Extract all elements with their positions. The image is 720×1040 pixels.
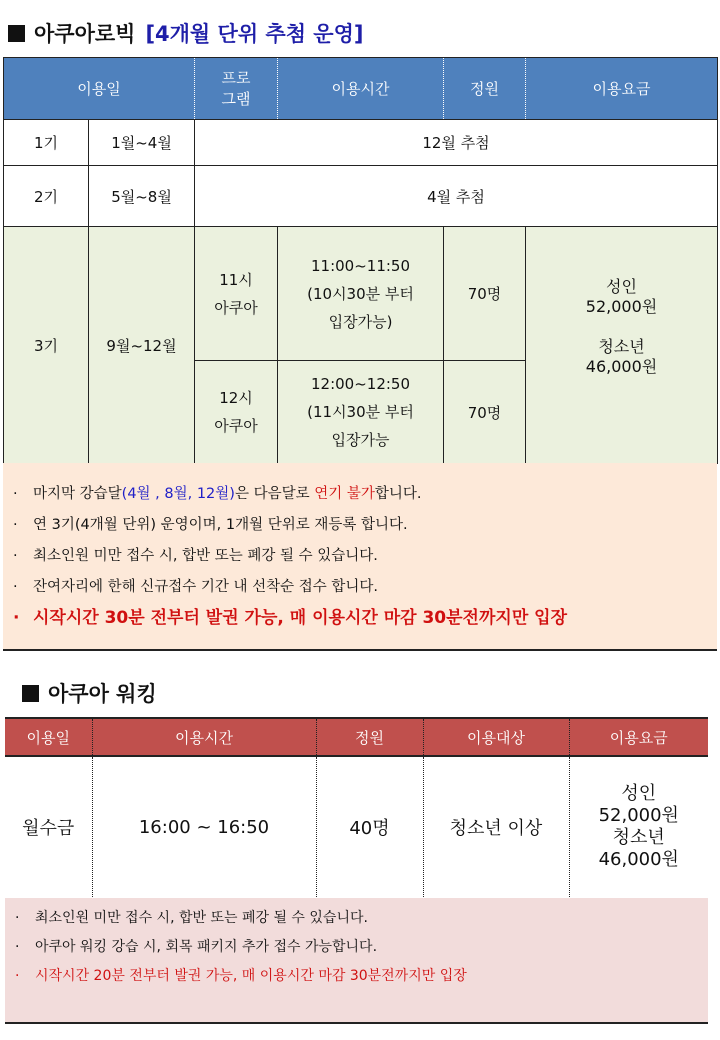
table-row xyxy=(4,120,718,166)
header-time: 이용시간 xyxy=(92,718,316,756)
note-text: 시작시간 20분 전부터 발권 가능, 매 이용시간 마감 30분전까지만 입장 xyxy=(35,968,467,984)
note-item xyxy=(13,541,717,572)
note-item-emphasis xyxy=(13,603,717,634)
time-range: 12:00~12:50 xyxy=(311,375,411,393)
time-entry-note: 입장가능) xyxy=(328,312,393,331)
section-title-highlight: [4개월 단위 추첨 운영] xyxy=(145,22,364,46)
note-text: 최소인원 미만 접수 시, 합반 또는 폐강 될 수 있습니다. xyxy=(33,548,378,564)
lottery-note-cell: 12월 추첨 xyxy=(195,120,718,166)
note-text: 은 다음달로 xyxy=(234,486,315,502)
bullet-icon: · xyxy=(13,608,20,628)
fee-adult-label: 성인 xyxy=(621,783,657,805)
fee-cell xyxy=(569,756,708,898)
time-range: 11:00~11:50 xyxy=(311,256,411,275)
fee-adult-price: 52,000원 xyxy=(585,297,658,316)
fee-adult-label: 성인 xyxy=(606,277,637,296)
header-time: 이용시간 xyxy=(278,58,444,120)
note-text: 시작시간 30분 전부터 발권 가능, 매 이용시간 마감 30분전까지만 입장 xyxy=(33,608,568,628)
header-days: 이용일 xyxy=(5,718,92,756)
program-name: 아쿠아 xyxy=(214,417,258,435)
note-text: 합니다. xyxy=(374,486,422,502)
time-entry-note: 입장가능 xyxy=(331,431,390,449)
fee-youth-label: 청소년 xyxy=(598,337,645,356)
header-fee: 이용요금 xyxy=(526,58,718,120)
bullet-icon: · xyxy=(13,579,18,595)
aquarobic-schedule-table xyxy=(3,57,718,464)
header-program xyxy=(195,58,278,120)
note-item xyxy=(15,904,708,933)
fee-adult-price: 52,000원 xyxy=(598,805,679,827)
note-text: 마지막 강습달 xyxy=(33,486,122,502)
note-item-emphasis xyxy=(15,962,708,991)
table-row xyxy=(4,166,718,227)
bullet-icon: · xyxy=(13,517,18,533)
note-text: 최소인원 미만 접수 시, 합반 또는 폐강 될 수 있습니다. xyxy=(35,910,368,926)
table-row xyxy=(5,756,708,898)
program-hour: 11시 xyxy=(219,270,253,289)
capacity-cell: 70명 xyxy=(444,361,526,464)
time-cell xyxy=(278,227,444,361)
time-cell: 16:00 ~ 16:50 xyxy=(92,756,316,898)
fee-youth-label: 청소년 xyxy=(612,827,665,849)
header-capacity: 정원 xyxy=(316,718,423,756)
fee-youth-price: 46,000원 xyxy=(598,849,679,871)
term-cell: 3기 xyxy=(4,227,89,464)
square-bullet-icon xyxy=(8,25,25,42)
bullet-icon: · xyxy=(15,968,20,984)
table-row xyxy=(4,227,718,361)
note-warning: 연기 불가 xyxy=(314,486,375,502)
target-cell: 청소년 이상 xyxy=(423,756,569,898)
capacity-cell: 70명 xyxy=(444,227,526,361)
days-cell: 월수금 xyxy=(5,756,92,898)
header-target: 이용대상 xyxy=(423,718,569,756)
note-text: 아쿠아 워킹 강습 시, 회목 패키지 추가 접수 가능합니다. xyxy=(35,939,378,955)
table-header-row xyxy=(5,718,708,756)
aqua-walking-notes xyxy=(5,898,708,1024)
program-name: 아쿠아 xyxy=(214,298,258,317)
header-fee: 이용요금 xyxy=(569,718,708,756)
note-months: (4월 , 8월, 12월) xyxy=(121,486,235,502)
program-cell xyxy=(195,361,278,464)
note-item xyxy=(15,933,708,962)
months-cell: 5월~8월 xyxy=(89,166,195,227)
months-cell: 1월~4월 xyxy=(89,120,195,166)
square-bullet-icon xyxy=(22,685,39,702)
time-entry-note: (11시30분 부터 xyxy=(307,403,414,421)
bullet-icon: · xyxy=(13,548,18,564)
table-header-row xyxy=(4,58,718,120)
program-hour: 12시 xyxy=(219,389,253,407)
header-capacity: 정원 xyxy=(444,58,526,120)
header-program-label: 프로 그램 xyxy=(221,68,251,108)
note-item xyxy=(13,572,717,603)
months-cell: 9월~12월 xyxy=(89,227,195,464)
section-title-aquarobic xyxy=(8,18,363,48)
lottery-note-cell: 4월 추첨 xyxy=(195,166,718,227)
aquarobic-notes xyxy=(3,463,717,651)
time-cell xyxy=(278,361,444,464)
note-text: 잔여자리에 한해 신규접수 기간 내 선착순 접수 합니다. xyxy=(33,579,379,595)
time-entry-note: (10시30분 부터 xyxy=(307,284,414,303)
fee-youth-price: 46,000원 xyxy=(585,357,658,376)
bullet-icon: · xyxy=(13,486,18,502)
header-date: 이용일 xyxy=(4,58,195,120)
section-title-text: 아쿠아 워킹 xyxy=(48,682,157,706)
aqua-walking-table xyxy=(5,717,708,899)
capacity-cell: 40명 xyxy=(316,756,423,898)
note-item xyxy=(13,510,717,541)
section-title-aqua-walking xyxy=(22,678,157,708)
note-item xyxy=(13,479,717,510)
term-cell: 1기 xyxy=(4,120,89,166)
bullet-icon: · xyxy=(15,910,20,926)
fee-cell xyxy=(526,227,718,464)
section-title-text: 아쿠아로빅 xyxy=(34,22,136,46)
program-cell xyxy=(195,227,278,361)
term-cell: 2기 xyxy=(4,166,89,227)
bullet-icon: · xyxy=(15,939,20,955)
note-text: 연 3기(4개월 단위) 운영이며, 1개월 단위로 재등록 합니다. xyxy=(33,517,408,533)
